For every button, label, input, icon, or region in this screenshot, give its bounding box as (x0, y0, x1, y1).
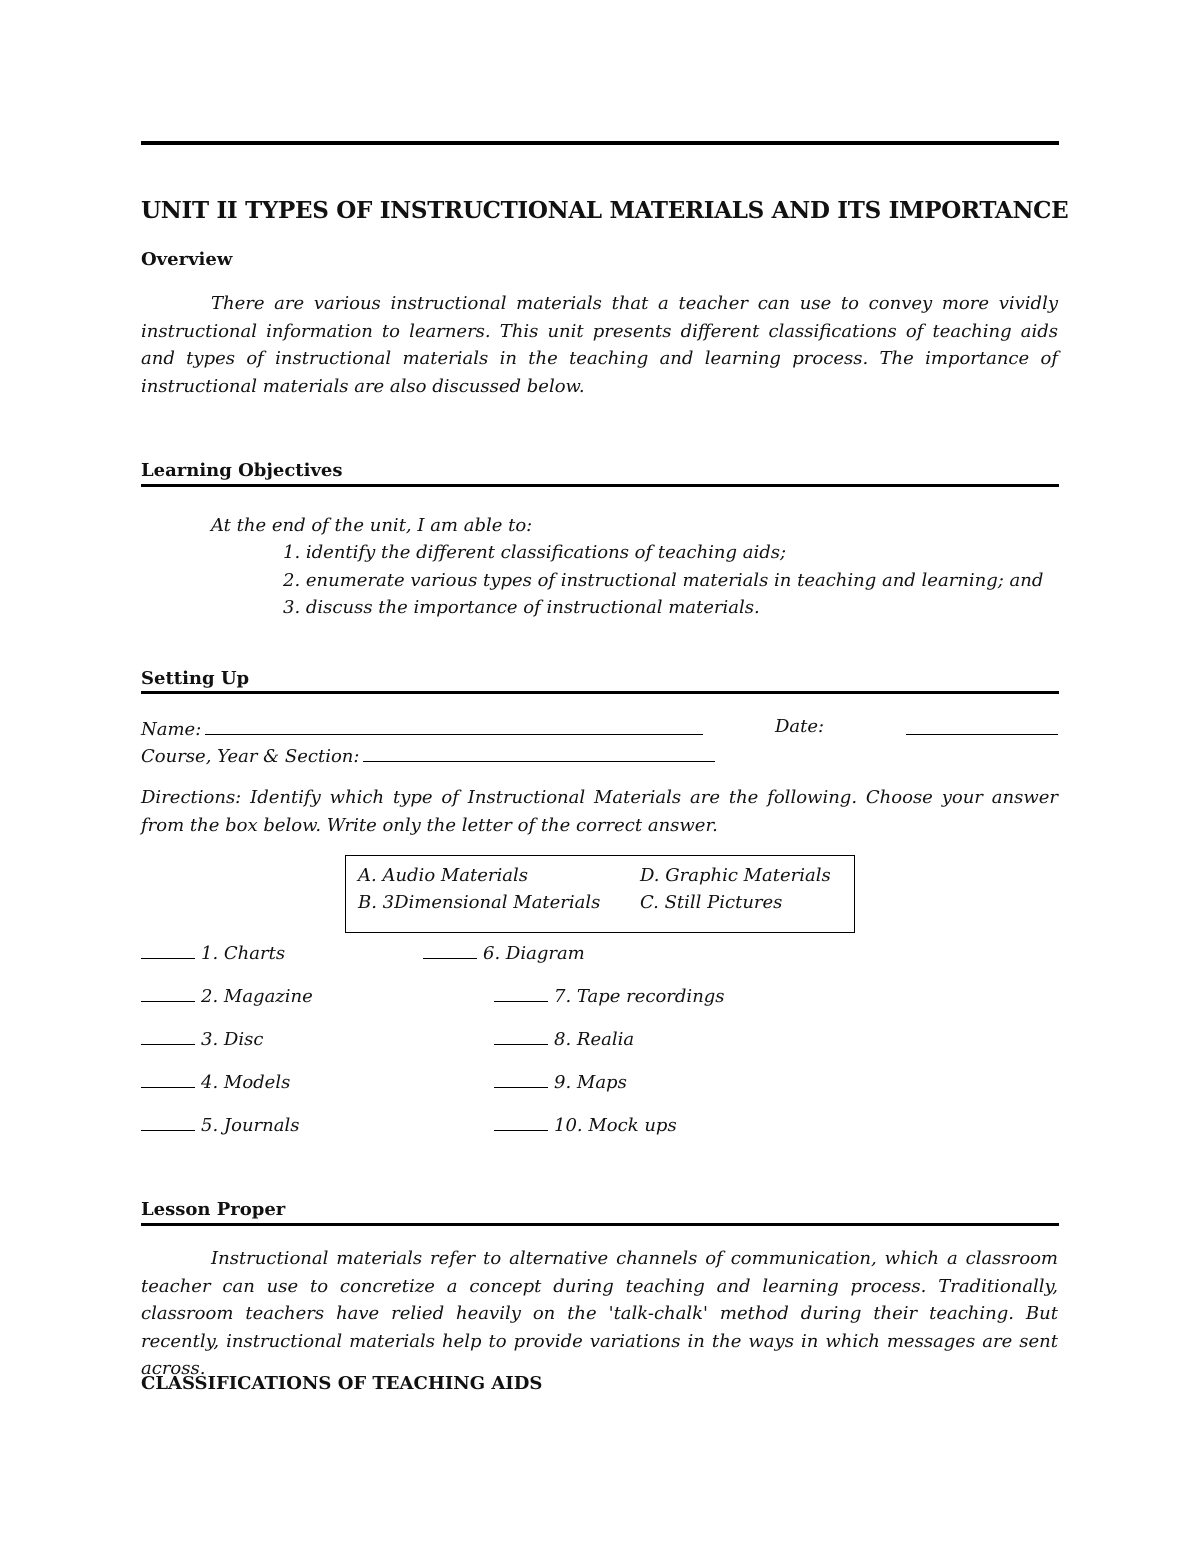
question-item (141, 1114, 299, 1136)
question-label: 7. Tape recordings (554, 986, 725, 1007)
objective-item-1: 1. identify the different classifications of teaching aids; (283, 542, 787, 563)
lesson-proper-heading: Lesson Proper (141, 1199, 286, 1220)
classifications-subheading: CLASSIFICATIONS OF TEACHING AIDS (141, 1373, 543, 1394)
question-item (141, 1028, 263, 1050)
answer-blank[interactable] (141, 1114, 195, 1131)
question-label: 5. Journals (201, 1115, 300, 1136)
course-blank[interactable] (363, 743, 715, 762)
question-item (494, 1071, 627, 1093)
answer-blank[interactable] (494, 985, 548, 1002)
question-item (494, 985, 725, 1007)
name-label: Name: (141, 719, 202, 740)
answer-blank[interactable] (494, 1114, 548, 1131)
question-label: 6. Diagram (483, 943, 585, 964)
question-item (141, 1071, 290, 1093)
answer-blank[interactable] (141, 985, 195, 1002)
question-label: 8. Realia (554, 1029, 635, 1050)
question-item (494, 1114, 677, 1136)
objective-item-2: 2. enumerate various types of instructional materials in teaching and learning; and (283, 570, 1044, 591)
unit-title: UNIT II TYPES OF INSTRUCTIONAL MATERIALS AND ITS IMPORTANCE (141, 197, 1069, 224)
course-field-row (141, 743, 715, 767)
setting-up-rule (141, 691, 1059, 694)
choice-b: B. 3Dimensional Materials (358, 892, 601, 913)
objectives-rule (141, 484, 1059, 487)
question-item (423, 942, 585, 964)
question-label: 3. Disc (201, 1029, 264, 1050)
objectives-intro: At the end of the unit, I am able to: (211, 515, 533, 536)
question-item (141, 942, 285, 964)
lesson-proper-rule (141, 1223, 1059, 1226)
question-label: 2. Magazine (201, 986, 313, 1007)
answer-blank[interactable] (141, 1028, 195, 1045)
question-label: 10. Mock ups (554, 1115, 677, 1136)
date-field (906, 716, 1058, 739)
name-blank[interactable] (205, 716, 703, 735)
answer-blank[interactable] (494, 1028, 548, 1045)
question-label: 4. Models (201, 1072, 291, 1093)
setting-up-heading: Setting Up (141, 668, 250, 689)
answer-choices-box (345, 855, 855, 933)
answer-blank[interactable] (423, 942, 477, 959)
question-item (141, 985, 313, 1007)
choice-d: D. Graphic Materials (640, 865, 831, 886)
objectives-heading: Learning Objectives (141, 460, 343, 481)
choice-c: C. Still Pictures (640, 892, 783, 913)
answer-blank[interactable] (141, 1071, 195, 1088)
overview-paragraph: There are various instructional materials that a teacher can use to convey more vividly instructional information to learners. This unit presents different classifications of teaching aids and types of instructional materials in the teaching and learning process. The importance of instructional materials are also discussed below. (141, 293, 1058, 397)
name-field-row (141, 716, 703, 740)
lesson-paragraph: Instructional materials refer to alternative channels of communication, which a classroom teacher can use to concretize a concept during teaching and learning process. Traditionally, classroom teachers have relied heavily on the 'talk-chalk' method during their teaching. But recently, instructional materials help to provide variations in the ways in which messages are sent across. (141, 1248, 1058, 1379)
date-label: Date: (775, 716, 825, 737)
overview-heading: Overview (141, 249, 233, 270)
objective-item-3: 3. discuss the importance of instructional materials. (283, 597, 760, 618)
directions-text: Directions: Identify which type of Instructional Materials are the following. Choose your answer from the box below. Write only the letter of the correct answer. (141, 787, 1058, 836)
question-label: 1. Charts (201, 943, 286, 964)
course-label: Course, Year & Section: (141, 746, 360, 767)
question-label: 9. Maps (554, 1072, 627, 1093)
answer-blank[interactable] (141, 942, 195, 959)
choice-a: A. Audio Materials (358, 865, 529, 886)
top-rule (141, 141, 1059, 145)
question-item (494, 1028, 634, 1050)
answer-blank[interactable] (494, 1071, 548, 1088)
date-blank[interactable] (906, 716, 1058, 735)
